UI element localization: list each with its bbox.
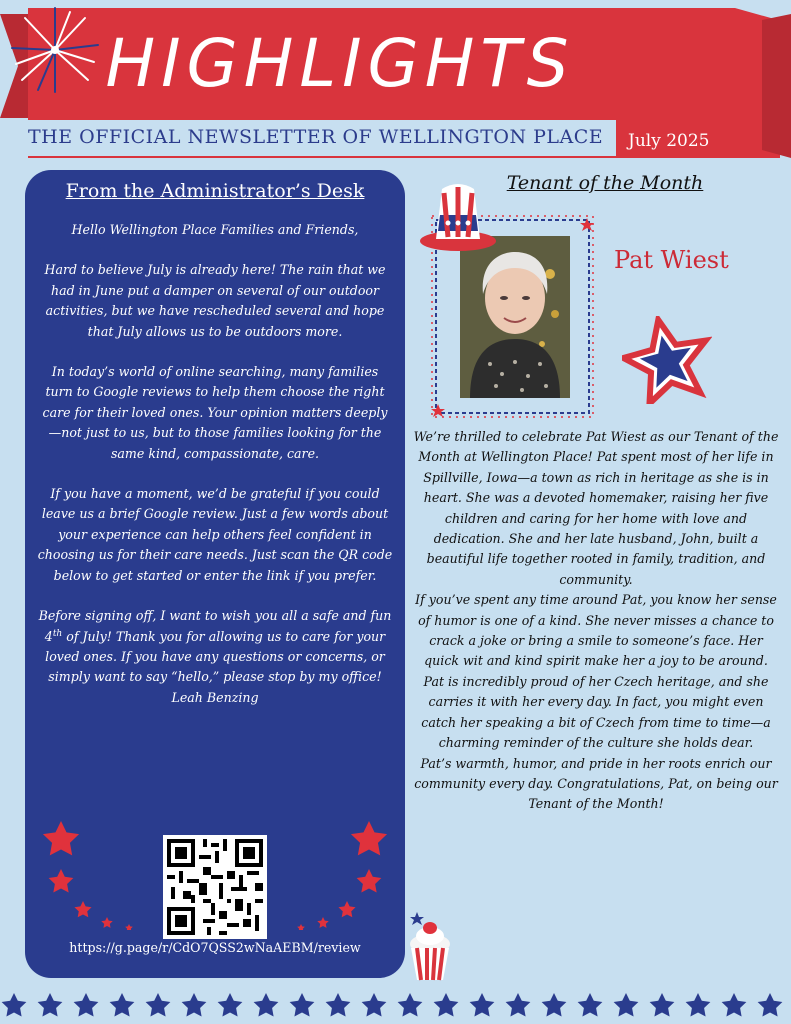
- letter-paragraph-3: If you have a moment, we’d be grateful if you could leave us a brief Google review. Just a few words about your experience can help others feel confident in choosing us for their care needs. Just scan the QR code below to get started or enter the link if you prefer.: [37, 486, 393, 583]
- fireworks-icon: [0, 0, 110, 100]
- header-banner: [0, 0, 791, 160]
- uncle-sam-hat-icon: [418, 175, 498, 255]
- tenant-paragraph-2: If you’ve spent any time around Pat, you know her sense of humor is one of a kind. She never misses a chance to crack a joke or bring a smile to someone’s face. Her quick wit and kind spirit make her a joy to be around.: [415, 592, 777, 669]
- cupcake-icon: [405, 912, 455, 982]
- letter-paragraph-2: In today’s world of online searching, many families turn to Google reviews to help them choose the right care for their loved ones. Your opinion matters deeply—not just to us, but to those families looking for the same kind, compassionate, care.: [42, 364, 388, 461]
- portrait-photo: [460, 236, 570, 398]
- administrator-letter: [37, 220, 393, 708]
- issue-date: July 2025: [628, 131, 710, 151]
- qr-code-icon[interactable]: [163, 835, 267, 939]
- newsletter-title: HIGHLIGHTS: [105, 25, 575, 102]
- tenant-heading: Tenant of the Month: [506, 172, 704, 194]
- tenant-paragraph-3: Pat is incredibly proud of her Czech heritage, and she carries it with her every day. In fact, you might even catch her speaking a bit of Czech from time to time—a charming reminder of the culture she holds dear.: [421, 673, 771, 751]
- tenant-story: [412, 427, 780, 815]
- star-icon: [622, 316, 712, 404]
- tenant-name: Pat Wiest: [614, 246, 729, 274]
- letter-signature: Leah Benzing: [171, 689, 259, 705]
- letter-greeting: Hello Wellington Place Families and Friends,: [71, 222, 359, 237]
- newsletter-subtitle: THE OFFICIAL NEWSLETTER OF WELLINGTON PLACE: [28, 126, 604, 148]
- tenant-paragraph-4: Pat’s warmth, humor, and pride in her roots enrich our community every day. Congratulations, Pat, on being our Tenant of the Month!: [414, 755, 778, 812]
- bottom-star-border: [0, 990, 791, 1024]
- letter-paragraph-1: Hard to believe July is already here! The rain that we had in June put a damper on several of our outdoor activities, but we have rescheduled several and hope that July allows us to be outdoors more.: [44, 262, 386, 339]
- letter-paragraph-4: Before signing off, I want to wish you all a safe and fun 4th of July! Thank you for allowing us to care for your loved ones. If you have any questions or concerns, or simply want to say “hello,” please stop by my office!: [38, 608, 392, 685]
- review-link[interactable]: https://g.page/r/CdO7QSS2wNaAEBM/review: [69, 940, 361, 955]
- administrator-heading: From the Administrator’s Desk: [65, 180, 365, 202]
- administrator-panel: [25, 170, 405, 978]
- tenant-paragraph-1: We’re thrilled to celebrate Pat Wiest as our Tenant of the Month at Wellington Place! Pat spent most of her life in Spillville, Iowa—a town as rich in heritage as she is in heart. She was a devoted homemaker, raising her five children and caring for her home with love and dedication. She and her late husband, John, built a beautiful life together rooted in family, tradition, and community.: [413, 429, 779, 587]
